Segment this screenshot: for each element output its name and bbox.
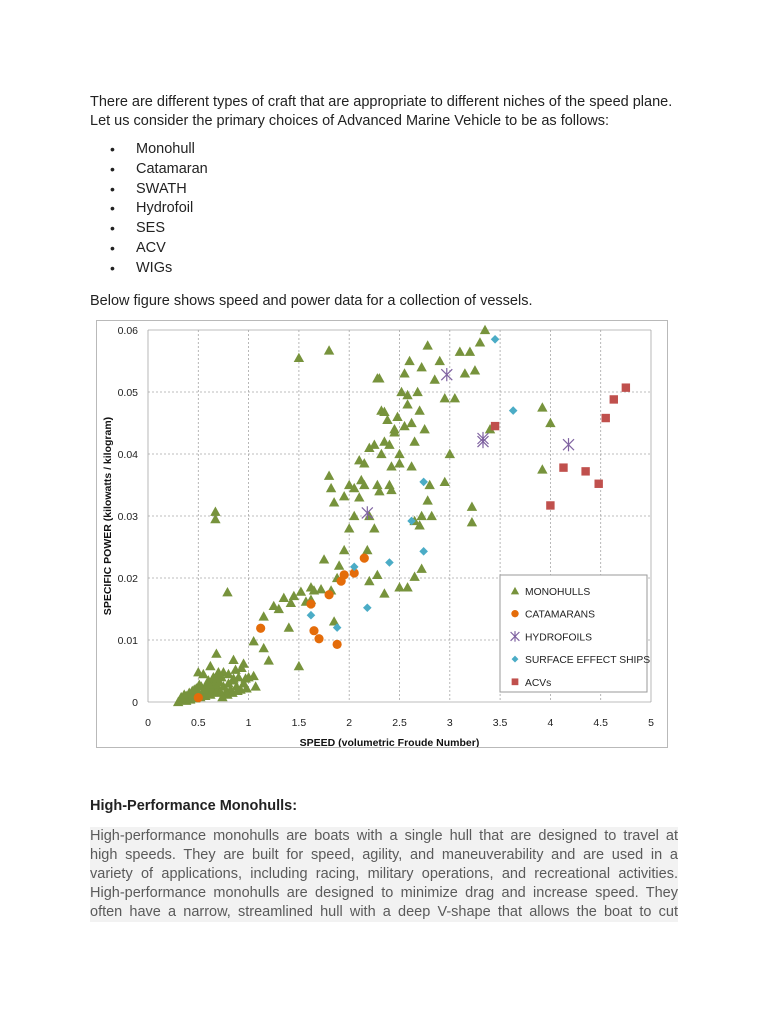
x-axis-title: SPEED (volumetric Froude Number) <box>299 737 480 747</box>
monohull-point <box>250 681 260 690</box>
catamaran-point <box>256 624 265 633</box>
y-tick-label: 0.01 <box>117 635 138 647</box>
monohull-point <box>394 449 404 458</box>
x-tick-label: 4.5 <box>593 717 609 729</box>
monohull-point <box>399 368 409 377</box>
monohull-point <box>294 661 304 670</box>
monohull-point <box>324 345 334 354</box>
catamaran-point <box>314 634 323 643</box>
y-axis-title: SPECIFIC POWER (kilowatts / kilogram) <box>102 416 114 616</box>
acv-point <box>622 383 630 391</box>
acv-point <box>546 501 554 509</box>
monohull-point <box>537 464 547 473</box>
monohull-point <box>419 424 429 433</box>
monohull-point <box>376 449 386 458</box>
chart-legend <box>500 575 650 692</box>
monohull-point <box>455 347 465 356</box>
catamaran-point <box>306 599 315 608</box>
monohull-point <box>316 584 326 593</box>
legend-label: ACVs <box>525 677 552 689</box>
y-tick-label: 0.06 <box>117 325 138 337</box>
legend-label: HYDROFOILS <box>525 632 592 644</box>
monohull-point <box>369 440 379 449</box>
monohull-point <box>394 458 404 467</box>
monohull-point <box>480 325 490 334</box>
x-tick-label: 3.5 <box>492 717 508 729</box>
monohull-point <box>414 405 424 414</box>
monohull-point <box>386 461 396 470</box>
monohull-point <box>258 611 268 620</box>
monohull-point <box>416 362 426 371</box>
monohull-point <box>326 483 336 492</box>
list-item: • Monohull <box>110 140 208 160</box>
body-line: high speeds. They are built for speed, agility, and maneuverability and are used in a <box>90 847 678 863</box>
catamaran-point <box>309 626 318 635</box>
monohull-point <box>412 387 422 396</box>
monohull-point <box>269 601 279 610</box>
monohull-point <box>372 570 382 579</box>
monohull-point <box>258 643 268 652</box>
legend-label: CATAMARANS <box>525 609 595 621</box>
acv-point <box>594 480 602 488</box>
vehicle-type-list <box>110 140 208 279</box>
x-tick-label: 3 <box>446 717 453 729</box>
x-tick-label: 2.5 <box>392 717 407 729</box>
catamaran-point <box>333 640 342 649</box>
list-item: • Hydrofoil <box>110 199 208 219</box>
monohull-point <box>362 545 372 554</box>
figure-caption: Below figure shows speed and power data for a collection of vessels. <box>90 293 533 309</box>
monohull-point <box>329 497 339 506</box>
monohull-point <box>339 491 349 500</box>
monohull-point <box>435 356 445 365</box>
monohull-point <box>379 588 389 597</box>
monohull-point <box>404 356 414 365</box>
ses-point <box>363 603 372 612</box>
monohull-point <box>450 393 460 402</box>
monohull-point <box>470 365 480 374</box>
monohull-point <box>402 582 412 591</box>
monohull-point <box>284 622 294 631</box>
monohull-point <box>279 593 289 602</box>
monohull-point <box>467 517 477 526</box>
acv-point <box>610 395 618 403</box>
list-item: • SWATH <box>110 180 208 200</box>
monohull-point <box>445 449 455 458</box>
ses-point <box>419 478 428 487</box>
monohull-point <box>294 353 304 362</box>
x-tick-label: 1 <box>245 717 252 729</box>
monohull-point <box>205 661 215 670</box>
monohull-point <box>422 495 432 504</box>
x-tick-label: 5 <box>648 717 654 729</box>
monohull-point <box>248 636 258 645</box>
monohull-point <box>319 554 329 563</box>
monohull-point <box>324 471 334 480</box>
monohull-point <box>369 523 379 532</box>
monohull-point <box>545 418 555 427</box>
x-tick-label: 4 <box>547 717 554 729</box>
hydrofoil-point <box>441 368 452 381</box>
monohull-point <box>222 587 232 596</box>
ses-point <box>509 406 518 415</box>
section-heading: High-Performance Monohulls: <box>90 798 298 814</box>
catamaran-point <box>194 693 203 702</box>
monohull-point <box>344 523 354 532</box>
monohull-point <box>406 461 416 470</box>
monohull-point <box>372 480 382 489</box>
monohull-point <box>440 477 450 486</box>
ses-point <box>385 558 394 567</box>
catamaran-point <box>511 610 518 617</box>
monohull-point <box>264 655 274 664</box>
monohull-point <box>440 393 450 402</box>
catamaran-point <box>324 590 333 599</box>
monohull-point <box>430 374 440 383</box>
hydrofoil-point <box>563 438 574 451</box>
legend-label: SURFACE EFFECT SHIPS <box>525 655 651 667</box>
y-tick-label: 0.04 <box>117 449 138 461</box>
y-tick-label: 0.03 <box>117 511 138 523</box>
intro-paragraph: There are different types of craft that are appropriate to different niches of the speed plane. Let us consider the primary choices of Advanced Marine Vehicle to be as follows: <box>90 94 673 129</box>
x-tick-label: 0 <box>145 717 151 729</box>
x-tick-label: 2 <box>346 717 353 729</box>
monohull-point <box>460 368 470 377</box>
monohull-point <box>465 347 475 356</box>
body-line: High-performance monohulls are boats with a single hull that are designed to travel at <box>90 828 678 844</box>
hydrofoil-point <box>362 506 373 519</box>
catamaran-point <box>360 554 369 563</box>
acv-point <box>559 463 567 471</box>
monohull-point <box>296 586 306 595</box>
acv-point <box>581 467 589 475</box>
monohull-point <box>382 415 392 424</box>
y-tick-label: 0 <box>132 697 138 709</box>
monohull-point <box>211 648 221 657</box>
monohull-point <box>416 511 426 520</box>
ses-point <box>307 611 316 620</box>
list-item: • WIGs <box>110 259 208 279</box>
section-body <box>90 827 678 922</box>
list-item: • Catamaran <box>110 160 208 180</box>
monohull-point <box>422 340 432 349</box>
x-tick-label: 0.5 <box>190 717 206 729</box>
y-tick-label: 0.02 <box>117 573 138 585</box>
acv-point <box>602 414 610 422</box>
monohull-point <box>339 545 349 554</box>
scatter-chart <box>97 321 667 747</box>
catamaran-point <box>340 570 349 579</box>
monohull-point <box>392 412 402 421</box>
ses-point <box>419 547 428 556</box>
monohull-point <box>475 337 485 346</box>
monohull-point <box>364 576 374 585</box>
monohull-point <box>334 560 344 569</box>
series-surface-effect-ships <box>307 335 518 632</box>
list-item: • SES <box>110 219 208 239</box>
monohull-point <box>409 572 419 581</box>
monohull-point <box>426 511 436 520</box>
monohull-point <box>238 658 248 667</box>
chart-figure <box>96 320 668 748</box>
monohull-point <box>409 436 419 445</box>
ses-point <box>491 335 500 344</box>
legend-label: MONOHULLS <box>525 587 591 598</box>
x-tick-label: 1.5 <box>291 717 307 729</box>
acv-point <box>512 678 519 685</box>
monohull-point <box>537 402 547 411</box>
body-line: variety of applications, including racing, military operations, and recreational activities. <box>90 866 678 882</box>
monohull-point <box>349 511 359 520</box>
monohull-point <box>416 564 426 573</box>
body-line: High-performance monohulls are designed to minimize drag and increase speed. They <box>90 885 678 901</box>
monohull-point <box>356 475 366 484</box>
monohull-point <box>467 502 477 511</box>
list-item: • ACV <box>110 239 208 259</box>
body-line: often have a narrow, streamlined hull with a deep V-shape that allows the boat to cut <box>90 904 678 920</box>
series-acvs <box>491 383 630 509</box>
monohull-point <box>354 492 364 501</box>
monohull-point <box>228 655 238 664</box>
monohull-point <box>406 418 416 427</box>
acv-point <box>491 422 499 430</box>
monohull-point <box>402 399 412 408</box>
y-tick-label: 0.05 <box>117 387 138 399</box>
series-hydrofoils <box>362 368 574 519</box>
